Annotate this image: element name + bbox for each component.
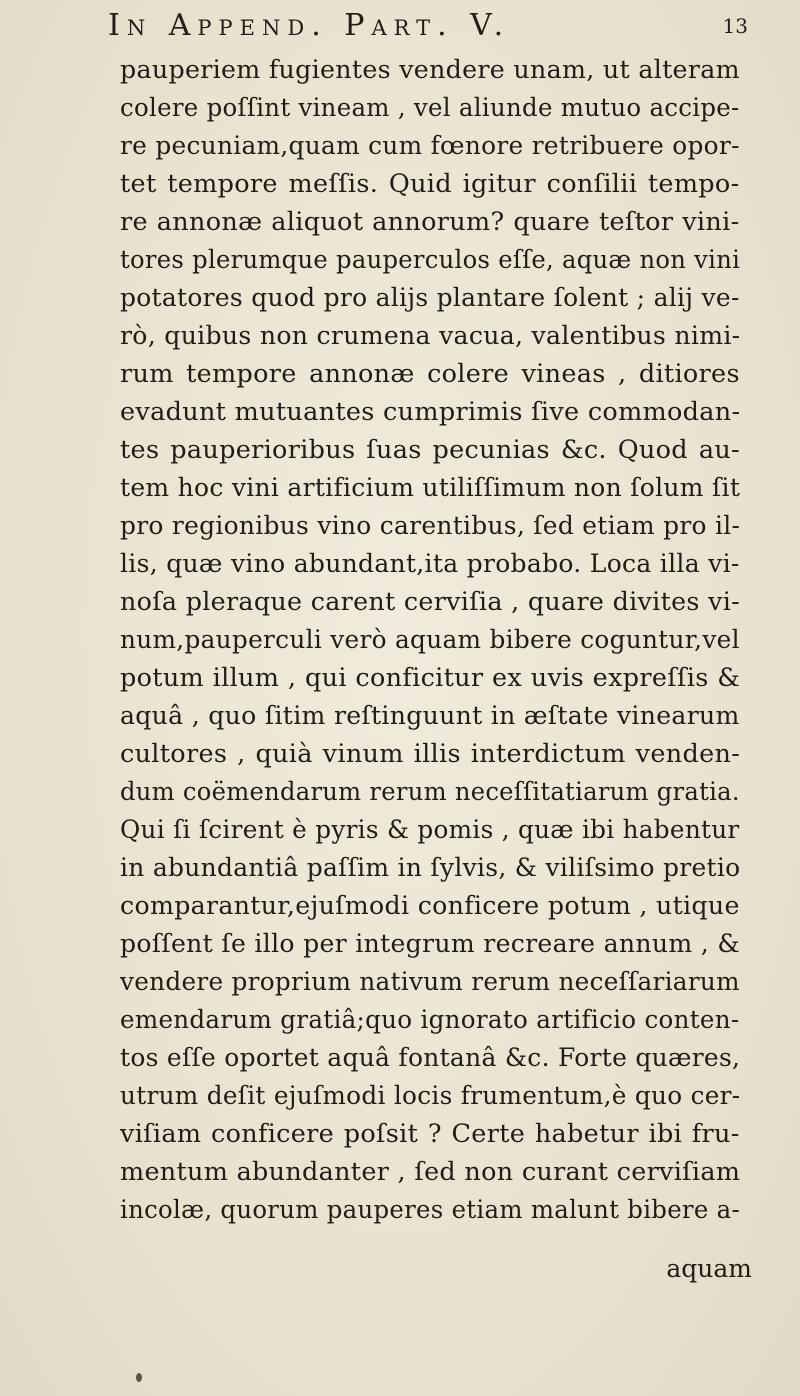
text-line: dum coëmendarum rerum neceſſitatiarum gratia. bbox=[120, 777, 740, 807]
text-line: aquâ , quo ſitim reſtinguunt in æſtate vinearum bbox=[120, 701, 740, 731]
text-line: comparantur,ejuſmodi conficere potum , utique bbox=[120, 891, 740, 921]
text-line: tet tempore meſſis. Quid igitur conſilii tempo- bbox=[120, 169, 740, 199]
text-line: evadunt mutuantes cumprimis ſive commodan- bbox=[120, 397, 741, 427]
text-line: utrum deſit ejuſmodi locis frumentum,è quo cer- bbox=[120, 1081, 741, 1111]
text-line: colere poſſint vineam , vel aliunde mutuo accipe- bbox=[120, 93, 740, 123]
page-number: 13 bbox=[722, 14, 748, 38]
text-line: emendarum gratiâ;quo ignorato artificio conten- bbox=[120, 1005, 740, 1035]
text-line: tores plerumque pauperculos eſſe, aquæ non vini bbox=[120, 245, 741, 275]
text-line: potatores quod pro alijs plantare ſolent ; alij ve- bbox=[120, 283, 740, 313]
text-line: poſſent ſe illo per integrum recreare annum , & bbox=[120, 929, 741, 959]
ink-speck bbox=[136, 1373, 142, 1382]
text-line: noſa pleraque carent cerviſia , quare divites vi- bbox=[120, 587, 741, 617]
text-line: re pecuniam,quam cum fœnore retribuere opor- bbox=[120, 131, 740, 161]
text-line: re annonæ aliquot annorum? quare teſtor vini- bbox=[120, 207, 740, 237]
text-line: tem hoc vini artificium utiliſſimum non ſolum ſit bbox=[120, 473, 741, 503]
text-line: lis, quæ vino abundant,ita probabo. Loca illa vi- bbox=[120, 549, 740, 579]
text-line: cultores , quià vinum illis interdictum venden- bbox=[120, 739, 741, 769]
text-line: incolæ, quorum pauperes etiam malunt bibere a- bbox=[120, 1195, 741, 1225]
text-line: viſiam conficere poſsit ? Certe habetur ibi fru- bbox=[120, 1119, 740, 1149]
text-line: tes pauperioribus ſuas pecunias &c. Quod au- bbox=[120, 435, 740, 465]
running-head bbox=[108, 8, 748, 48]
catchword: aquam bbox=[666, 1254, 752, 1283]
text-line: rò, quibus non crumena vacua, valentibus nimi- bbox=[120, 321, 741, 351]
text-line: pro regionibus vino carentibus, ſed etiam pro il- bbox=[120, 511, 741, 541]
text-line: rum tempore annonæ colere vineas , ditiores bbox=[120, 359, 740, 389]
text-line: Qui ſi ſcirent è pyris & pomis , quæ ibi habentur bbox=[120, 815, 740, 845]
text-line: in abundantiâ paſſim in ſylvis, & viliſsimo pretio bbox=[120, 853, 741, 883]
text-line: num,pauperculi verò aquam bibere coguntur,vel bbox=[120, 625, 740, 655]
running-title: In Append. Part. V. bbox=[108, 8, 511, 43]
text-line: pauperiem fugientes vendere unam, ut alteram bbox=[120, 55, 740, 85]
text-line: tos eſſe oportet aquâ fontanâ &c. Forte quæres, bbox=[120, 1043, 741, 1073]
text-line: potum illum , qui conficitur ex uvis expreſſis & bbox=[120, 663, 741, 693]
text-line: vendere proprium nativum rerum neceſſariarum bbox=[120, 967, 740, 997]
text-line: mentum abundanter , ſed non curant cerviſiam bbox=[120, 1157, 741, 1187]
